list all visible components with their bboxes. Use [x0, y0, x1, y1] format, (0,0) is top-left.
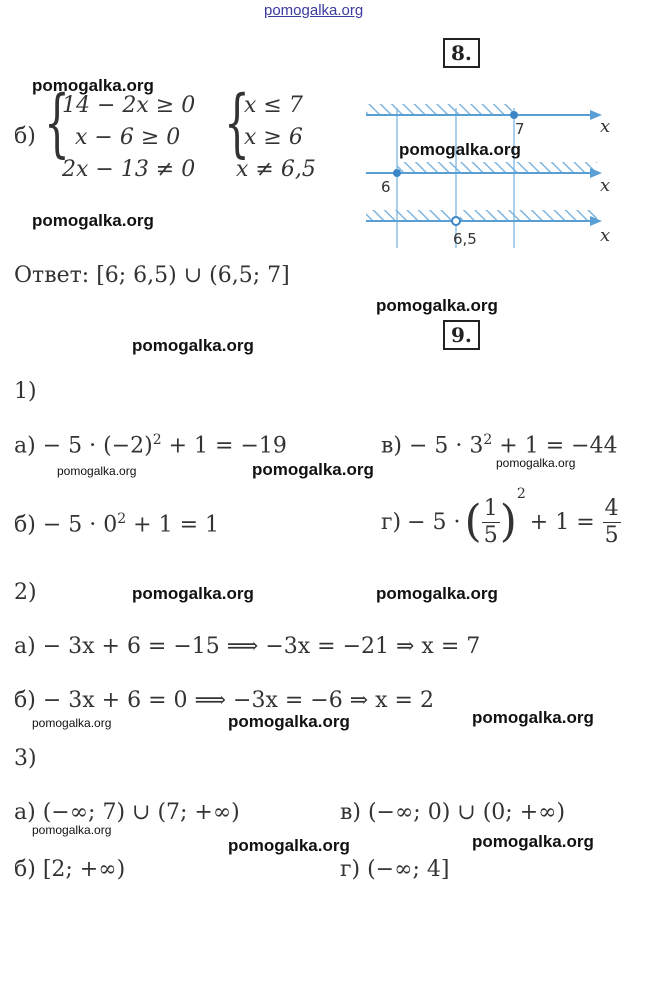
expr: − 5 · (−2) — [42, 433, 153, 459]
fraction-denominator: 5 — [483, 522, 498, 548]
expr-tail: + 1 = 1 — [126, 512, 219, 538]
task8-label: б) — [14, 124, 36, 149]
watermark-small: pomogalka.org — [496, 456, 576, 470]
expr: − 5 · 3 — [408, 433, 484, 459]
part1-a — [14, 432, 287, 458]
watermark: pomogalka.org — [132, 336, 254, 355]
item-label: б) — [14, 512, 36, 538]
fraction-denominator: 5 — [604, 522, 619, 548]
fraction-numerator: 4 — [604, 495, 619, 521]
item-label: а) — [14, 433, 36, 459]
paren-open: ( — [464, 496, 482, 547]
task8-answer: Ответ: [6; 6,5) ∪ (6,5; 7] — [14, 263, 290, 288]
point-6 — [393, 169, 401, 177]
expr-tail: + 1 = −44 — [492, 433, 618, 459]
system1-line1: 14 − 2x ≥ 0 — [62, 93, 196, 118]
item-label: в) — [381, 433, 402, 459]
part3-label: 3) — [14, 746, 37, 771]
watermark: pomogalka.org — [252, 460, 374, 479]
exponent: 2 — [117, 511, 127, 527]
watermark: pomogalka.org — [228, 836, 350, 855]
expr: − 5 · 0 — [42, 512, 118, 538]
watermark-small: pomogalka.org — [32, 716, 112, 730]
exponent: 2 — [483, 432, 493, 448]
watermark: pomogalka.org — [228, 712, 350, 731]
hatch-area — [397, 162, 597, 172]
paren-close: ) — [499, 496, 517, 547]
exponent: 2 — [516, 486, 526, 502]
watermark: pomogalka.org — [32, 76, 154, 95]
point-7 — [510, 111, 518, 119]
part3-v: в) (−∞; 0) ∪ (0; +∞) — [340, 800, 566, 825]
part1-label: 1) — [14, 379, 37, 404]
system2-line1: x ≤ 7 — [244, 93, 303, 118]
hatch-area — [366, 104, 514, 114]
part3-a: а) (−∞; 7) ∪ (7; +∞) — [14, 800, 240, 825]
expr-tail: + 1 = −19 — [161, 433, 287, 459]
watermark: pomogalka.org — [376, 296, 498, 315]
expr: − 5 · — [407, 509, 461, 535]
watermark: pomogalka.org — [399, 140, 521, 159]
item-label: г) — [381, 509, 402, 535]
expr-mid: + 1 = — [529, 509, 595, 535]
point-6-5-open — [452, 217, 460, 225]
axis-label-x: x — [600, 225, 611, 246]
axis-label-x: x — [600, 175, 611, 196]
point-label-6-5: 6,5 — [453, 230, 477, 248]
fraction — [482, 495, 500, 548]
point-label-6: 6 — [381, 178, 391, 196]
hatch-area — [366, 210, 452, 220]
axis-label-x: x — [600, 116, 611, 137]
part2-label: 2) — [14, 580, 37, 605]
part1-g — [381, 486, 621, 554]
watermark: pomogalka.org — [472, 832, 594, 851]
result-fraction — [603, 495, 621, 548]
watermark: pomogalka.org — [132, 584, 254, 603]
system1-line2: x − 6 ≥ 0 — [75, 125, 181, 150]
part2-a: а) − 3x + 6 = −15 ⟹ −3x = −21 ⇒ x = 7 — [14, 634, 481, 659]
part1-v — [381, 432, 618, 458]
watermark: pomogalka.org — [376, 584, 498, 603]
left-brace: { — [44, 80, 70, 166]
watermark: pomogalka.org — [32, 211, 154, 230]
watermark-small: pomogalka.org — [57, 464, 137, 478]
point-label-7: 7 — [515, 120, 525, 138]
system2-line3: x ≠ 6,5 — [236, 157, 316, 182]
part2-b: б) − 3x + 6 = 0 ⟹ −3x = −6 ⇒ x = 2 — [14, 688, 434, 713]
task-number-8: 8. — [443, 38, 480, 68]
watermark-small: pomogalka.org — [32, 823, 112, 837]
system1-line3: 2x − 13 ≠ 0 — [62, 157, 196, 182]
watermark-top[interactable]: pomogalka.org — [264, 2, 364, 19]
task-number-9: 9. — [443, 320, 480, 350]
part3-b: б) [2; +∞) — [14, 857, 126, 882]
system2-line2: x ≥ 6 — [244, 125, 303, 150]
exponent: 2 — [152, 432, 162, 448]
fraction-numerator: 1 — [483, 495, 498, 521]
hatch-area — [460, 210, 597, 220]
part1-b — [14, 511, 219, 537]
left-brace: { — [224, 80, 250, 166]
part3-g: г) (−∞; 4] — [340, 857, 450, 882]
watermark: pomogalka.org — [472, 708, 594, 727]
number-line-figure — [362, 98, 622, 250]
